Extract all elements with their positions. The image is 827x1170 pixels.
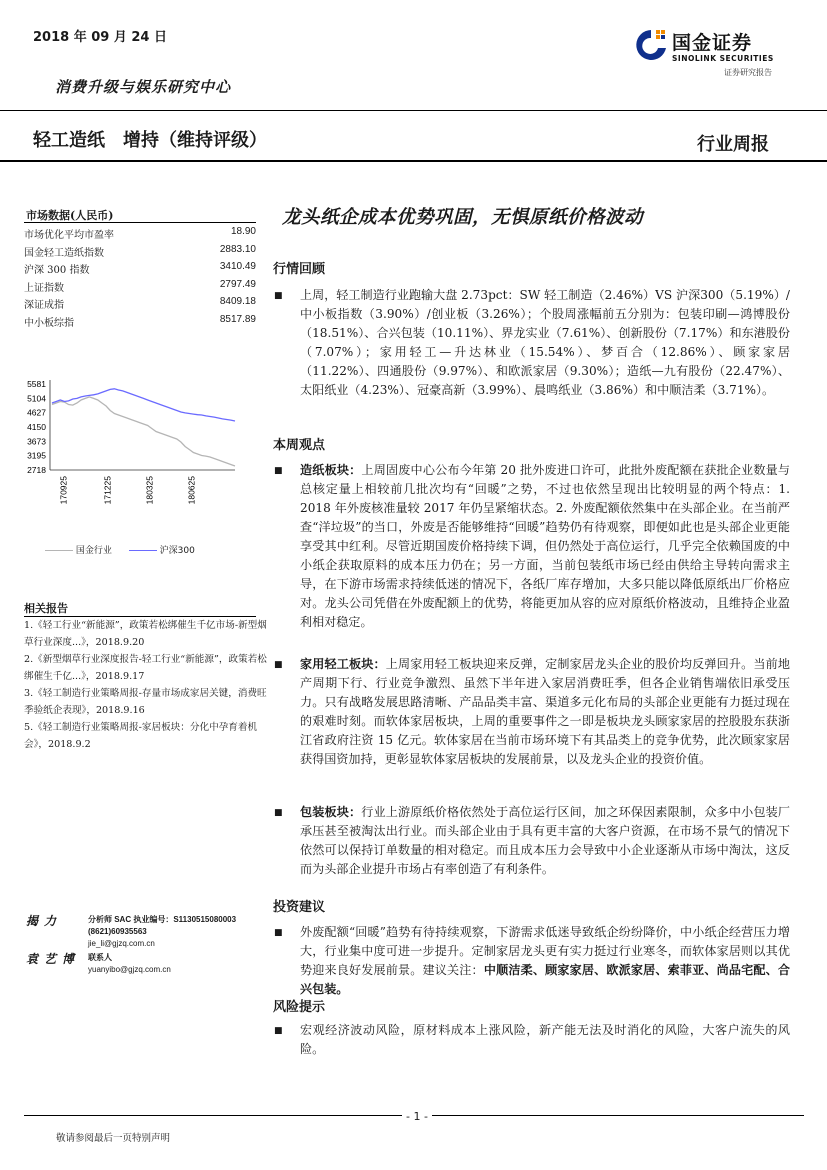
y-tick-label: 2718	[27, 465, 46, 475]
series-line-1	[52, 389, 235, 421]
logo-mark-icon	[632, 26, 670, 66]
market-data-title: 市场数据(人民币)	[26, 209, 114, 222]
investment-advice-body: 外废配额“回暖”趋势有待持续观察，下游需求低迷导致纸企纷纷降价，中小纸企经营压力增大，行业集中度可进一步提升。定制家居龙头更有实力挺过行业寒冬，而软体家居则以其优势迎来良好发展前景。建议关注：	[300, 925, 790, 977]
analyst-email[interactable]: jie_li@gjzq.com.cn	[88, 939, 155, 948]
footer-disclaimer: 敬请参阅最后一页特别声明	[56, 1133, 171, 1144]
contact-name: 袁艺博	[26, 952, 81, 966]
market-row-value: 8517.89	[219, 313, 256, 325]
header-divider-top	[0, 110, 827, 111]
market-title-rule	[24, 222, 256, 223]
header-divider-bottom	[0, 160, 827, 162]
analyst-info	[88, 914, 236, 950]
analyst-name: 揭力	[26, 914, 63, 928]
section-weekly-view: 本周观点	[273, 438, 326, 453]
legend-swatch-hs300	[129, 550, 157, 551]
analyst-sac: 分析师 SAC 执业编号：S1130515080003	[88, 915, 237, 924]
market-row-label: 沪深 300 指数	[24, 265, 90, 276]
market-row	[24, 296, 256, 311]
market-row	[24, 314, 256, 329]
market-row	[24, 261, 256, 276]
market-row-label: 深证成指	[24, 300, 64, 311]
market-row	[24, 226, 256, 241]
company-logo	[632, 26, 792, 82]
logo-text-cn: 国金证券	[672, 32, 753, 54]
contact-email[interactable]: yuanyibo@gjzq.com.cn	[88, 965, 171, 974]
related-reports-title: 相关报告	[24, 602, 68, 615]
research-center: 消费升级与娱乐研究中心	[55, 78, 232, 96]
market-row-label: 上证指数	[24, 282, 64, 294]
investment-advice-text	[300, 923, 790, 999]
packaging-sector-body: 行业上游原纸价格依然处于高位运行区间，加之环保因素限制，众多中小包装厂承压甚至被淘汰出行业。而头部企业由于具有更丰富的大客户资源，在市场不景气的情况下依然可以保持订单数量的相对稳定。而且成本压力会导致中小企业逐渐从市场中淘汰，这反而为头部企业提升市场占有率创造了有利条件。	[300, 805, 790, 876]
household-sector-body: 上周家用轻工板块迎来反弹，定制家居龙头企业的股价均反弹回升。当前地产周期下行、行业竞争激烈、虽然下半年进入家居消费旺季，但各企业销售端依旧承受压力。只有战略发展思路清晰、产品品类丰富、渠道多元化布局的头部企业更能有力挺过现在的艰难时刻。而软体家居板块，上周的重要事件之一即是板块龙头顾家家居的控股股东获浙江省政府注资 15 亿元。软体家居在当前市场环境下有其品类上的竞争优势，此次顾家家居获得国资加持，更彰显软体家居板块的发展前景，以及龙头企业的投资价值。	[300, 657, 790, 766]
y-tick-label: 4150	[27, 422, 46, 432]
market-row	[24, 279, 256, 294]
related-report-4[interactable]: 5.《轻工制造行业策略周报-家居板块：分化中孕育着机会》，2018.9.2	[24, 722, 258, 750]
y-tick-label: 5104	[27, 393, 46, 404]
industry-rating: 轻工造纸 增持（维持评级）	[33, 130, 267, 151]
risk-text: 宏观经济波动风险，原材料成本上涨风险，新产能无法及时消化的风险，大客户流失的风险。	[300, 1023, 790, 1056]
legend-label-hs300: 沪深300	[159, 546, 195, 556]
x-tick-label: 171225	[102, 476, 113, 505]
x-tick-label: 180325	[144, 476, 155, 505]
y-tick-label: 4627	[27, 407, 46, 418]
contact-info	[88, 952, 171, 976]
recommended-stocks: 中顺洁柔、顾家家居、欧派家居、索菲亚、尚品宅配、合兴包装。	[300, 963, 790, 996]
logo-subtitle: 证券研究报告	[724, 68, 772, 77]
market-review-text: 上周，轻工制造行业跑输大盘 2.73pct：SW 轻工制造（2.46%）VS 沪深300（5.19%）/中小板指数（3.90%）/创业板（3.26%）；个股周涨幅前五分别为：包装印刷—鸿博股份（18.51%）、合兴包装（10.11%）、界龙实业（7.61%）、创新股份（7.17%）和东港股份（7.07%）；家用轻工—升达林业（15.54%）、梦百合（12.86%）、顾家家居（11.22%）、四通股份（9.97%）、和欧派家居（9.30%）；造纸—九有股份（22.47%）、太阳纸业（4.23%）、冠豪高新（3.99%）、晨鸣纸业（3.86%）和中顺洁柔（3.71%）。	[300, 288, 790, 397]
bullet-icon: ■	[274, 928, 283, 938]
bullet-icon: ■	[274, 291, 283, 301]
related-title-rule	[24, 616, 256, 617]
market-row	[24, 244, 256, 259]
market-row-value: 3410.49	[219, 261, 256, 272]
section-investment-advice: 投资建议	[273, 900, 326, 915]
market-row-value: 2883.10	[219, 243, 256, 255]
bullet-icon: ■	[274, 1026, 283, 1036]
packaging-sector-text	[300, 803, 790, 879]
x-tick-label: 180625	[186, 476, 197, 505]
index-chart	[20, 372, 245, 562]
page-number: - 1 -	[402, 1110, 432, 1123]
packaging-sector-heading: 包装板块：	[300, 805, 362, 819]
y-tick-label: 3195	[27, 450, 46, 461]
market-row-label: 市场优化平均市盈率	[24, 230, 114, 241]
market-row-value: 2797.49	[219, 278, 256, 290]
bullet-icon: ■	[274, 808, 283, 818]
x-tick-label: 170925	[58, 476, 69, 505]
bullet-icon: ■	[274, 660, 283, 670]
report-type: 行业周报	[697, 134, 769, 155]
section-market-review: 行情回顾	[273, 262, 326, 277]
market-row-value: 18.90	[230, 226, 256, 237]
analyst-phone: (8621)60935563	[88, 927, 147, 936]
paper-sector-body: 上周固废中心公布今年第 20 批外废进口许可，此批外废配额在获批企业数量与总核定量上相较前几批次均有“回暖”之势，不过也依然呈现出比较明显的两个特点：1. 2018 年外废核准量较 2017 年仍呈紧缩状态。2. 外废配额依然集中在头部企业。在当前严查“洋垃圾”的当口，外废是否能够维持“回暖”趋势仍有待观察，即便如此也是头部企业更能享受其中红利。尽管近期国废价格持续下调，但仍然处于高位运行，几乎完全依赖国废的中小纸企获取原料的成本压力仍在；另一方面，当前包装纸市场已经由供给主导转向需求主导，在下游市场需求持续低迷的情况下，各纸厂库存增加，大多只能以降低原纸出厂价格应对。龙头公司凭借在外废配额上的优势，将能更加从容的应对原纸价格波动，且维持企业盈利相对稳定。	[300, 463, 790, 629]
related-report-1[interactable]: 1.《轻工行业“新能源”，政策若松绑催生千亿市场-新型烟草行业深度...》，2018.9.20	[24, 620, 267, 648]
chart-legend	[45, 543, 245, 556]
legend-label-industry: 国金行业	[75, 546, 112, 556]
report-title: 龙头纸企成本优势巩固，无惧原纸价格波动	[282, 207, 644, 228]
related-report-2[interactable]: 2.《新型烟草行业深度报告-轻工行业“新能源”，政策若松绑催生千亿...》，2018.9.17	[24, 654, 267, 682]
bullet-icon: ■	[274, 466, 283, 476]
logo-text-en: SINOLINK SECURITIES	[672, 54, 774, 63]
series-line-0	[52, 397, 235, 466]
market-row-label: 国金轻工造纸指数	[24, 247, 104, 259]
y-tick-label: 5581	[27, 379, 46, 389]
contact-role: 联系人	[88, 953, 112, 962]
related-report-3[interactable]: 3.《轻工制造行业策略周报-存量市场成家居关键，消费旺季验纸企表现》，2018.9.16	[24, 688, 267, 716]
household-sector-text	[300, 655, 790, 769]
section-risk: 风险提示	[273, 1000, 326, 1015]
market-row-label: 中小板综指	[24, 317, 74, 329]
y-tick-label: 3673	[27, 436, 46, 447]
household-sector-heading: 家用轻工板块：	[300, 657, 386, 671]
legend-swatch-industry	[45, 550, 73, 551]
market-row-value: 8409.18	[219, 296, 256, 307]
paper-sector-text	[300, 461, 790, 632]
paper-sector-heading: 造纸板块：	[300, 463, 362, 477]
report-date: 2018 年 09 月 24 日	[33, 30, 167, 45]
